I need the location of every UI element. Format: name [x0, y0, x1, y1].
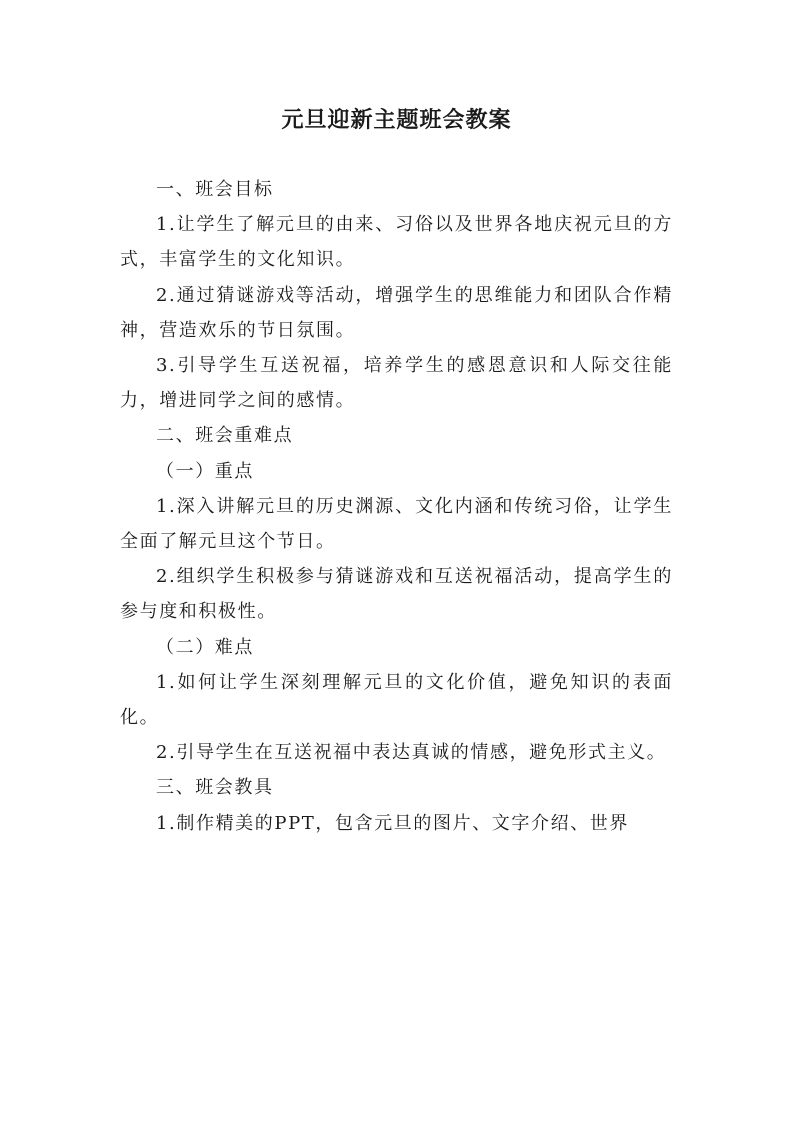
paragraph: 2.引导学生在互送祝福中表达真诚的情感，避免形式主义。	[156, 742, 667, 764]
paragraph: 1.如何让学生深刻理解元旦的文化价值，避免知识的表面化。	[120, 671, 673, 729]
document-title: 元旦迎新主题班会教案	[281, 107, 512, 133]
section-heading-materials: 三、班会教具	[156, 777, 274, 799]
subsection-heading-difficulty: （二）难点	[156, 636, 254, 658]
subsection-heading-focus: （一）重点	[156, 460, 254, 482]
paragraph: 2.通过猜谜游戏等活动，增强学生的思维能力和团队合作精神，营造欢乐的节日氛围。	[120, 284, 673, 341]
paragraph: 2.组织学生积极参与猜谜游戏和互送祝福活动，提高学生的参与度和积极性。	[120, 566, 673, 623]
paragraph: 1.让学生了解元旦的由来、习俗以及世界各地庆祝元旦的方式，丰富学生的文化知识。	[120, 214, 673, 271]
paragraph: 1.制作精美的PPT，包含元旦的图片、文字介绍、世界	[156, 812, 629, 834]
section-heading-goals: 一、班会目标	[156, 179, 274, 200]
paragraph: 3.引导学生互送祝福，培养学生的感恩意识和人际交往能力，增进同学之间的感情。	[120, 355, 673, 412]
section-heading-key-points: 二、班会重难点	[156, 425, 294, 447]
paragraph: 1.深入讲解元旦的历史渊源、文化内涵和传统习俗，让学生全面了解元旦这个节日。	[120, 495, 673, 553]
